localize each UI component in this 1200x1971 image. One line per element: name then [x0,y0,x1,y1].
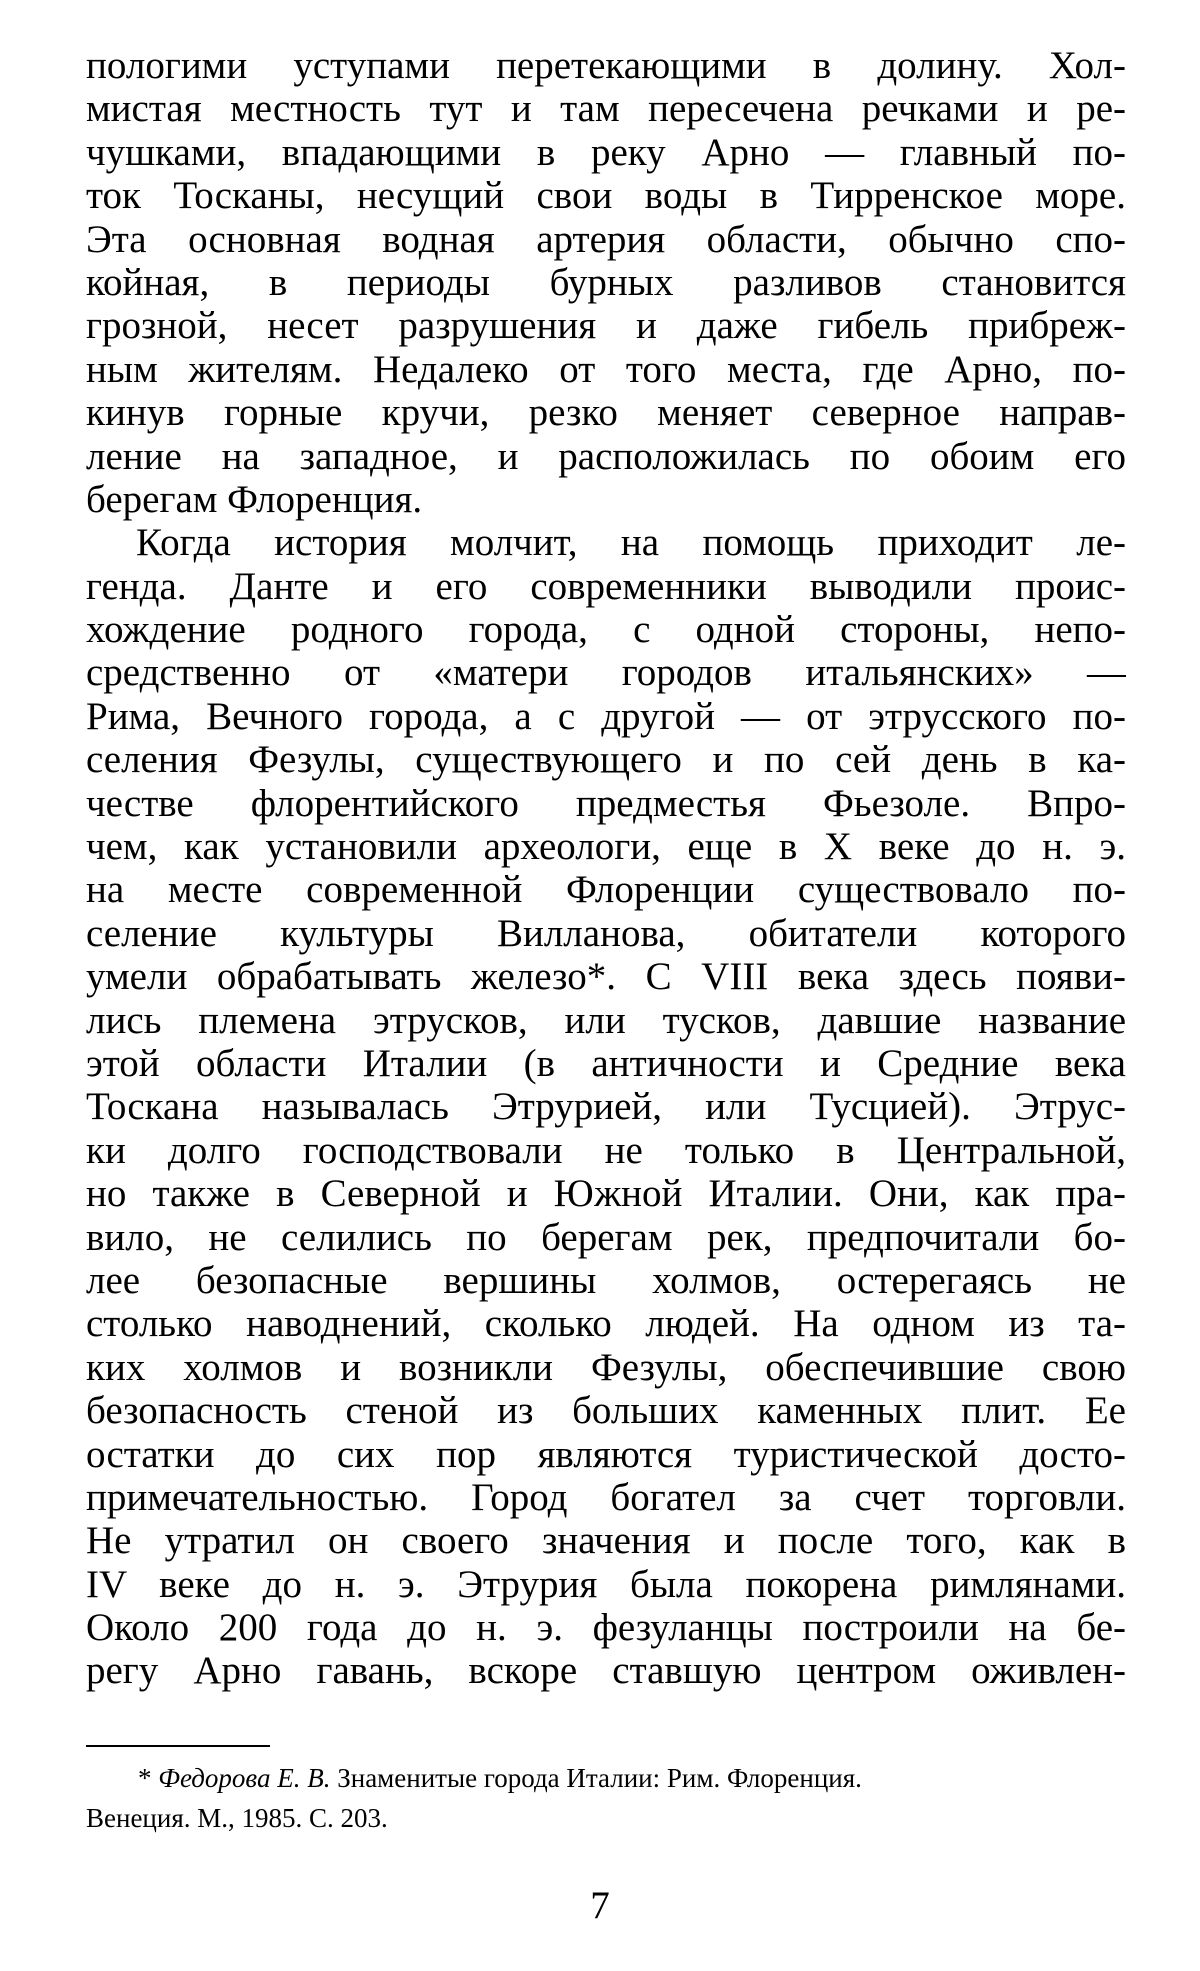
text-line: пологими уступами перетекающими в долину. Хол- [86,44,1126,87]
text-line: ки долго господствовали не только в Центральной, [86,1128,1126,1172]
text-line: генда. Данте и его современники выводили проис- [86,564,1126,608]
footnote-line [86,1758,1126,1798]
main-text [86,44,1126,1693]
footnote-author: Федорова Е. В. [158,1763,331,1793]
text-line: мистая местность тут и там пересечена речками и ре- [86,87,1126,131]
footnote-divider [86,1745,270,1747]
text-line: но также в Северной и Южной Италии. Они, как пра- [86,1172,1126,1216]
paragraph-start-line: Когда история молчит, на помощь приходит ле- [136,521,1126,565]
text-line: кинув горные кручи, резко меняет северное направ- [86,391,1126,435]
text-line: на месте современной Флоренции существовало по- [86,868,1126,912]
text-line: лее безопасные вершины холмов, остерегаясь не [86,1258,1126,1302]
text-line: средственно от «матери городов итальянских» — [86,651,1126,695]
text-line: чем, как установили археологи, еще в X веке до н. э. [86,825,1126,869]
text-line: умели обрабатывать железо*. С VIII века здесь появи- [86,955,1126,999]
text-line: ным жителям. Недалеко от того места, где Арно, по- [86,347,1126,391]
text-line: ких холмов и возникли Фезулы, обеспечившие свою [86,1345,1126,1389]
footnote [86,1758,1126,1838]
page-number: 7 [590,1884,610,1927]
text-line: Эта основная водная артерия области, обычно спо- [86,217,1126,261]
text-line: примечательностью. Город богател за счет торговли. [86,1475,1126,1519]
text-line: остатки до сих пор являются туристической досто- [86,1432,1126,1476]
footnote-line: Венеция. М., 1985. С. 203. [86,1803,388,1833]
paragraph-end-line: берегам Флоренция. [86,477,423,521]
text-line: Тоскана называлась Этрурией, или Тусцией). Этрус- [86,1085,1126,1129]
text-line: ление на западное, и расположилась по обоим его [86,434,1126,478]
text-line: Рима, Вечного города, а с другой — от этрусского по- [86,694,1126,738]
text-line: Не утратил он своего значения и после того, как в [86,1519,1126,1563]
text-line: честве флорентийского предместья Фьезоле. Впро- [86,781,1126,825]
text-line: чушками, впадающими в реку Арно — главный по- [86,130,1126,174]
text-line: вило, не селились по берегам рек, предпочитали бо- [86,1215,1126,1259]
text-line: хождение родного города, с одной стороны, непо- [86,608,1126,652]
text-line: регу Арно гавань, вскоре ставшую центром оживлен- [86,1649,1126,1693]
text-line: столько наводнений, сколько людей. На одном из та- [86,1302,1126,1346]
text-line: этой области Италии (в античности и Средние века [86,1041,1126,1085]
footnote-marker: * [138,1763,152,1793]
text-line: грозной, несет разрушения и даже гибель прибреж- [86,304,1126,348]
text-line: безопасность стеной из больших каменных плит. Ее [86,1389,1126,1433]
text-line: IV веке до н. э. Этрурия была покорена римлянами. [86,1562,1126,1606]
text-line: селения Фезулы, существующего и по сей день в ка- [86,738,1126,782]
text-line: Около 200 года до н. э. фезуланцы построили на бе- [86,1606,1126,1650]
footnote-title: Знаменитые города Италии: Рим. Флоренция. [337,1763,862,1793]
text-line: ток Тосканы, несущий свои воды в Тирренское море. [86,174,1126,218]
text-line: селение культуры Вилланова, обитатели которого [86,911,1126,955]
text-line: лись племена этрусков, или тусков, давшие название [86,998,1126,1042]
text-line: койная, в периоды бурных разливов становится [86,260,1126,304]
